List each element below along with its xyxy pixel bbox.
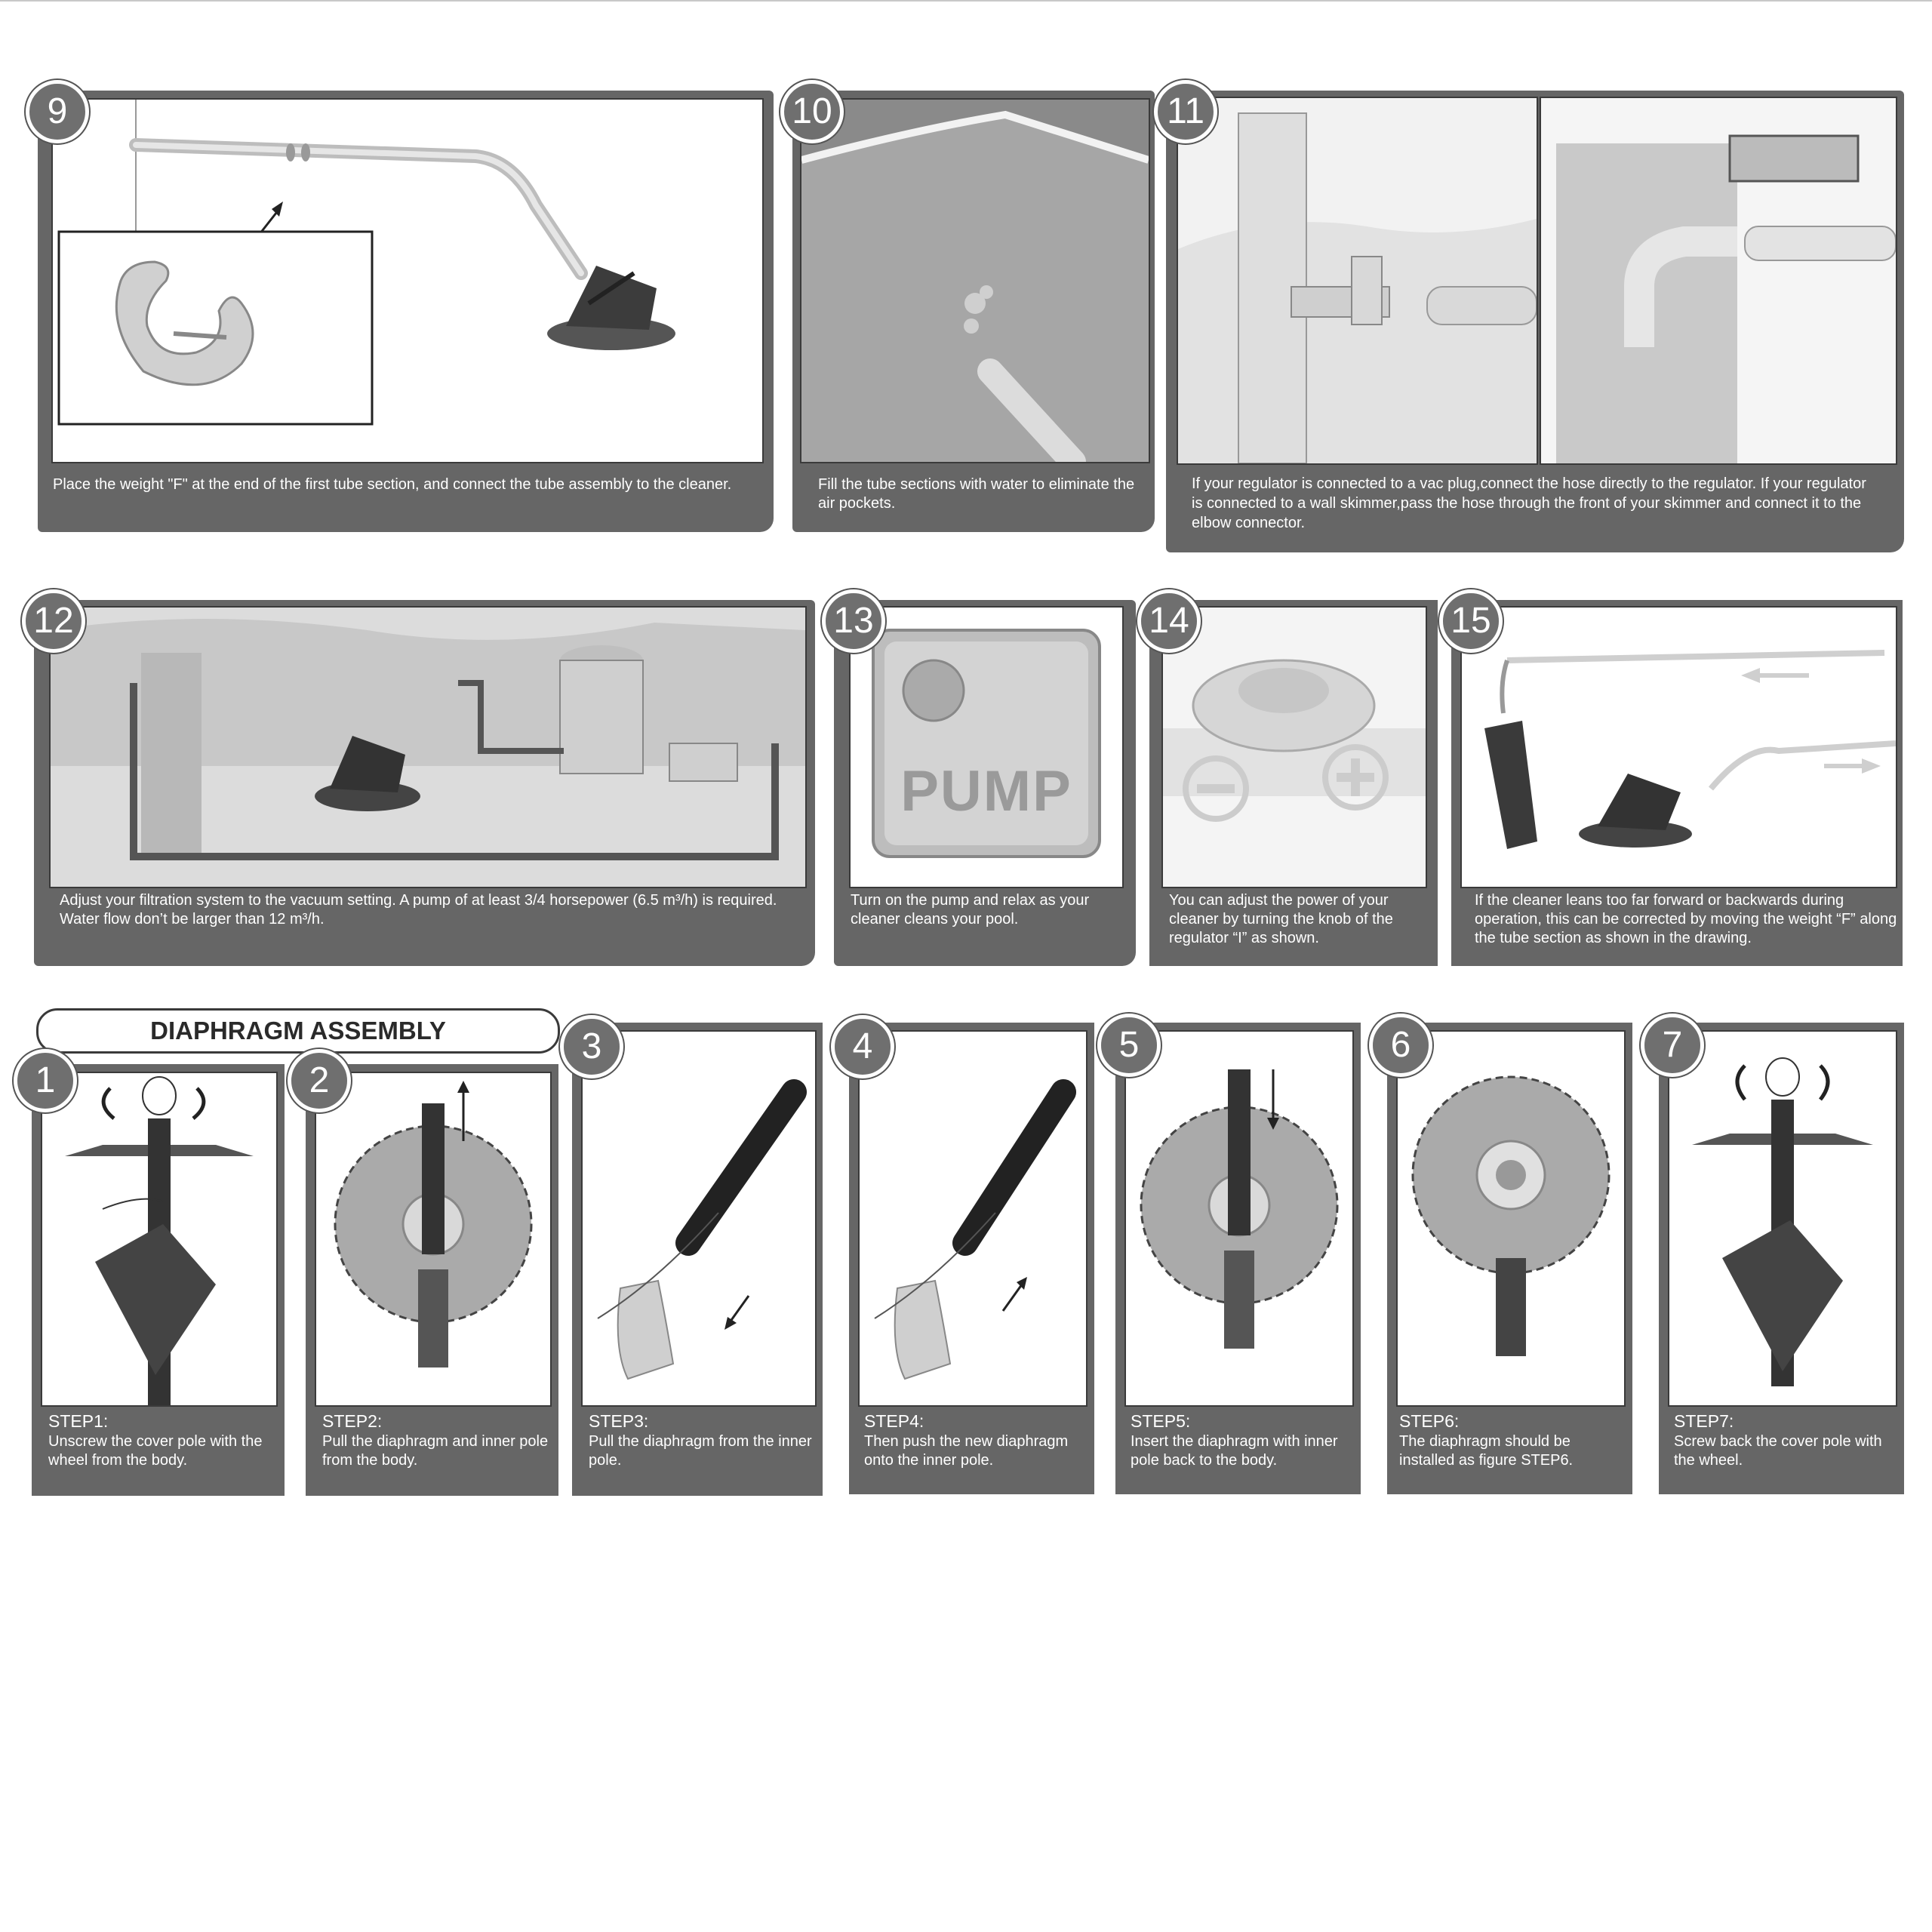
step-11-panel	[1166, 91, 1904, 552]
rotate-left-arrow-icon	[1737, 1066, 1745, 1100]
step-text: Screw back the cover pole with the wheel.	[1674, 1433, 1882, 1469]
step-13-caption: Turn on the pump and relax as your cleaner cleans your pool.	[851, 892, 1090, 928]
step-10-illustration	[800, 98, 1150, 463]
step-13-number-badge: 13	[822, 589, 885, 653]
step-14-caption: You can adjust the power of your cleaner by turning the knob of the regulator “I” as shown.	[1169, 892, 1393, 946]
step-13-panel	[834, 600, 1136, 966]
cleaner-icon	[547, 266, 675, 350]
step-11-illustration-left	[1177, 97, 1538, 465]
diaphragm-step-2-panel	[306, 1060, 558, 1496]
down-left-arrow-icon	[730, 1296, 749, 1322]
step-9-caption: Place the weight "F" at the end of the first tube section, and connect the tube assembly to the cleaner.	[53, 476, 732, 493]
step-title: STEP2:	[322, 1411, 383, 1431]
rotate-right-arrow-icon	[193, 1088, 204, 1118]
weight-adjustment-drawing	[1462, 608, 1896, 887]
step-text: Insert the diaphragm with inner pole back to the body.	[1131, 1433, 1338, 1469]
diaphragm-step-1-caption	[48, 1410, 278, 1470]
step-text: Then push the new diaphragm onto the inner pole.	[864, 1433, 1069, 1469]
step-14-illustration	[1161, 606, 1427, 888]
diaphragm-step-3-illustration	[581, 1030, 817, 1407]
diaphragm-step-7-number-badge: 7	[1641, 1014, 1704, 1077]
diaphragm-step-6-number-badge: 6	[1369, 1014, 1432, 1077]
unscrew-cover-drawing	[42, 1073, 276, 1405]
installed-diaphragm-drawing	[1398, 1032, 1624, 1405]
step-text: Unscrew the cover pole with the wheel from the body.	[48, 1433, 263, 1469]
step-11-caption: If your regulator is connected to a vac plug,connect the hose directly to the regulator. If your regulator is connected to a wall skimmer,pass the hose through the front of your skimmer and connect it to the elbow connector.	[1192, 475, 1866, 531]
pool-wall-drawing	[801, 100, 1149, 462]
skimmer-drawing	[1541, 98, 1896, 463]
insert-diaphragm-drawing	[1126, 1032, 1352, 1405]
pump-label: PUMP	[900, 759, 1072, 823]
diaphragm-step-7-panel	[1659, 1023, 1904, 1494]
push-diaphragm-drawing	[860, 1032, 1086, 1405]
cleaner-backward-icon	[1579, 774, 1692, 848]
diaphragm-step-1-illustration	[41, 1072, 278, 1407]
step-15-panel	[1451, 600, 1903, 966]
rotate-right-arrow-icon	[1820, 1066, 1828, 1100]
step-title: STEP5:	[1131, 1411, 1191, 1431]
cleaner-forward-icon	[1484, 721, 1537, 849]
regulator-knob-drawing	[1163, 608, 1426, 887]
step-9-illustration	[51, 98, 764, 463]
step-11-illustration-right	[1540, 97, 1897, 465]
diaphragm-step-5-illustration	[1124, 1030, 1354, 1407]
diaphragm-step-5-caption	[1131, 1410, 1357, 1470]
diaphragm-step-6-illustration	[1396, 1030, 1626, 1407]
diaphragm-step-7-illustration	[1668, 1030, 1897, 1407]
step-14-panel	[1149, 600, 1438, 966]
step-12-illustration	[49, 606, 807, 888]
rotate-left-arrow-icon	[103, 1088, 114, 1118]
diaphragm-step-4-panel	[849, 1023, 1094, 1494]
step-15-illustration	[1460, 606, 1897, 888]
diaphragm-step-4-illustration	[858, 1030, 1088, 1407]
vac-plug-drawing	[1178, 98, 1537, 463]
diaphragm-step-3-panel	[572, 1023, 823, 1496]
step-12-caption: Adjust your filtration system to the vacuum setting. A pump of at least 3/4 horsepower (6.5 m³/h) is required. Water flow don’t be larger than 12 m³/h.	[60, 892, 777, 928]
tube-assembly-drawing	[53, 100, 762, 462]
step-10-panel	[792, 91, 1155, 532]
diaphragm-step-1-panel	[32, 1060, 285, 1496]
diaphragm-step-2-number-badge: 2	[288, 1049, 351, 1112]
step-11-number-badge: 11	[1154, 80, 1217, 143]
diaphragm-step-4-number-badge: 4	[831, 1015, 894, 1078]
remove-diaphragm-drawing	[583, 1032, 815, 1405]
diaphragm-assembly-title: DIAPHRAGM ASSEMBLY	[36, 1008, 560, 1054]
filtration-system-drawing	[51, 608, 805, 887]
step-15-number-badge: 15	[1439, 589, 1503, 653]
step-title: STEP1:	[48, 1411, 109, 1431]
step-9-panel	[38, 91, 774, 532]
pull-diaphragm-drawing	[316, 1073, 550, 1405]
step-text: Pull the diaphragm from the inner pole.	[589, 1433, 812, 1469]
step-13-illustration	[849, 606, 1124, 888]
diaphragm-step-6-caption	[1399, 1410, 1626, 1470]
step-10-number-badge: 10	[780, 80, 844, 143]
diaphragm-step-1-number-badge: 1	[14, 1049, 77, 1112]
step-text: The diaphragm should be installed as figure STEP6.	[1399, 1433, 1574, 1469]
diaphragm-step-2-illustration	[315, 1072, 552, 1407]
step-title: STEP3:	[589, 1411, 649, 1431]
up-right-arrow-icon	[1003, 1284, 1022, 1311]
step-15-caption: If the cleaner leans too far forward or backwards during operation, this can be corrected by moving the weight “F” along the tube section as shown in the drawing.	[1475, 892, 1897, 946]
step-12-panel	[34, 600, 815, 966]
step-text: Pull the diaphragm and inner pole from the body.	[322, 1433, 549, 1469]
step-12-number-badge: 12	[22, 589, 85, 653]
step-14-number-badge: 14	[1137, 589, 1201, 653]
diaphragm-step-3-caption	[589, 1410, 815, 1470]
diaphragm-step-7-caption	[1674, 1410, 1900, 1470]
step-9-number-badge: 9	[26, 80, 89, 143]
step-title: STEP4:	[864, 1411, 924, 1431]
pump-button-knob-icon	[903, 660, 964, 721]
diaphragm-step-5-panel	[1115, 1023, 1361, 1494]
step-10-caption: Fill the tube sections with water to eliminate the air pockets.	[818, 476, 1135, 512]
step-title: STEP6:	[1399, 1411, 1460, 1431]
pump-button-drawing	[851, 608, 1122, 887]
diaphragm-step-3-number-badge: 3	[560, 1015, 623, 1078]
step-title: STEP7:	[1674, 1411, 1734, 1431]
top-rule	[0, 0, 1932, 2]
diaphragm-step-5-number-badge: 5	[1097, 1014, 1161, 1077]
diaphragm-step-4-caption	[864, 1410, 1091, 1470]
diaphragm-step-6-panel	[1387, 1023, 1632, 1494]
screw-cover-drawing	[1669, 1032, 1896, 1405]
diaphragm-step-2-caption	[322, 1410, 552, 1470]
